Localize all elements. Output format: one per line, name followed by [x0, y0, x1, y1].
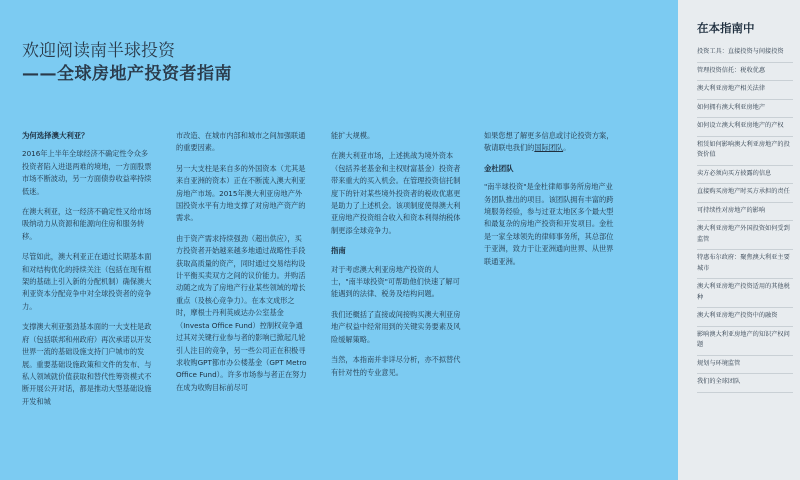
paragraph: 支撑澳大利亚强劲基本面的一大支柱是政府（包括联邦和州政府）再次承诺以开发世界一流的基础设施支持门户城市的发展。重要基础设施政策和文件的发布、与私人领域就价值获取和替代性筹资模式不断开展公开对话，都是推动大型基础设施开发和城	[22, 322, 152, 406]
section-heading-why-australia: 为何选择澳大利亚？	[22, 131, 89, 140]
paragraph-text: 如果您想了解更多信息或讨论投资方案，敬请联电我们的	[484, 131, 614, 153]
title-line-2: ——全球房地产投资者指南	[22, 64, 232, 84]
paragraph: 我们还概括了直接或间接购买澳大利亚房地产权益中经常用到的关键实务要素及风险缓解策略。	[331, 309, 461, 344]
toc-item[interactable]: 澳大利亚房地产投资适用的其他税种	[697, 279, 793, 308]
toc-item[interactable]: 我们的全球团队	[697, 374, 793, 393]
paragraph: 尽管如此，澳大利亚正在通过长期基本面和对结构优化的持续关注（包括在现有框架的基础上引入新的分配机制）确保澳大利亚资本分配竞争中对全球投资者的竞争力。	[22, 252, 152, 311]
column-1	[22, 130, 154, 416]
toc-item[interactable]: 如何拥有澳大利亚房地产	[697, 100, 793, 119]
column-3	[331, 130, 463, 387]
column-2	[176, 130, 308, 402]
toc-item[interactable]: 如何设立澳大利亚房地产的产权	[697, 118, 793, 137]
paragraph: 对于考虑澳大利亚房地产投资的人士，"南半球投资"可帮助他们快速了解可能遇到的法律、税务及结构问题。	[331, 264, 460, 299]
toc-list	[697, 44, 793, 393]
international-team-link[interactable]: 国际团队	[534, 143, 564, 153]
section-heading-kwm-team: 金杜团队	[484, 163, 514, 173]
toc-item[interactable]: 管理投资信托：税收优惠	[697, 63, 793, 82]
toc-item[interactable]: 卖方必须向买方披露的信息	[697, 166, 793, 185]
paragraph: 由于资产需求持续强劲（超出供应），买方投资者开始越来越多地通过战略性手段获取高质量的资产，同时通过交易结构设计平衡买卖双方之间的议价能力。并购活动随之成为了房地产行业某些领域的增长重点（及核心竞争力）。在本文成形之时，摩根士丹利英威达办公室基金（Investa Office Fund）控制权竞争通过其对关键行业参与者的影响已掀起几轮引人注目的竞争，另一些公司正在积极寻求收购GPT都市办公楼基金（GPT Metro Office Fund）。许多市场参与者正在努力在成为收购目标前尽可	[176, 233, 307, 392]
toc-item[interactable]: 澳大利亚房地产相关法律	[697, 81, 793, 100]
page-title	[22, 40, 232, 86]
paragraph-text: 。	[563, 143, 571, 153]
paragraph: 2016年上半年全球经济不确定性令众多投资者陷入进退两难的境地，一方面股票市场不断波动，另一方面债券收益率持续低迷。	[22, 149, 152, 196]
paragraph: "南半球投资"是金杜律师事务所房地产业务团队推出的项目。该团队拥有丰富的跨境服务经验，参与过亚太地区多个最大型和最复杂的房地产投资和开发项目。金杜是一家全球领先的律师事务所，其总部位于亚洲，致力于让亚洲通向世界、从世界联通亚洲。	[484, 182, 614, 266]
paragraph: 在澳大利亚，这一经济不确定性又给市场吸纳动力从资源和能源向住房和服务转移。	[22, 207, 152, 241]
toc-item[interactable]: 投资工具：直接投资与间接投资	[697, 44, 793, 63]
toc-item[interactable]: 澳大利亚房地产外国投资如何受到监管	[697, 221, 793, 250]
paragraph	[484, 130, 616, 155]
section-heading-guide: 指南	[331, 246, 346, 256]
title-line-1: 欢迎阅读南半球投资	[22, 41, 175, 61]
toc-item[interactable]: 直接购买房地产时买方承担的责任	[697, 184, 793, 203]
sidebar-title: 在本指南中	[697, 21, 755, 35]
paragraph: 另一大支柱是来自多的外国资本（尤其是来自亚洲的资本）正在不断流入澳大利亚房地产市场。2015年澳大利亚房地产外国投资水平有力地支撑了对房地产资产的需求。	[176, 163, 306, 223]
toc-item[interactable]: 可持续性对房地产的影响	[697, 203, 793, 222]
paragraph: 市改造、在城市内部和城市之间加强联通的重要因素。	[176, 131, 306, 153]
toc-item[interactable]: 影响澳大利亚房地产的知识产权问题	[697, 327, 793, 356]
paragraph: 在澳大利亚市场，上述挑战为境外资本（包括养老基金和主权财富基金）投资者带来重大的买入机会。在管理投资信托制度下的针对某些境外投资者的税收优惠更是助力了上述机会。该项制度使得澳大利亚房地产投资组合收入和资本利得纳税体制更添全球竞争力。	[331, 151, 461, 235]
paragraph: 当然，本指南并非详尽分析，亦不拟替代有针对性的专业意见。	[331, 355, 461, 377]
column-4	[484, 130, 616, 276]
sidebar-toc	[678, 0, 800, 480]
paragraph: 能扩大规模。	[331, 131, 375, 140]
toc-item[interactable]: 规划与环境监管	[697, 356, 793, 375]
toc-item[interactable]: 租赁如何影响澳大利亚房地产的投资价值	[697, 137, 793, 166]
toc-item[interactable]: 澳大利亚房地产投资中的融资	[697, 308, 793, 327]
toc-item[interactable]: 特惠布尔政府：聚焦澳大利亚主要城市	[697, 250, 793, 279]
